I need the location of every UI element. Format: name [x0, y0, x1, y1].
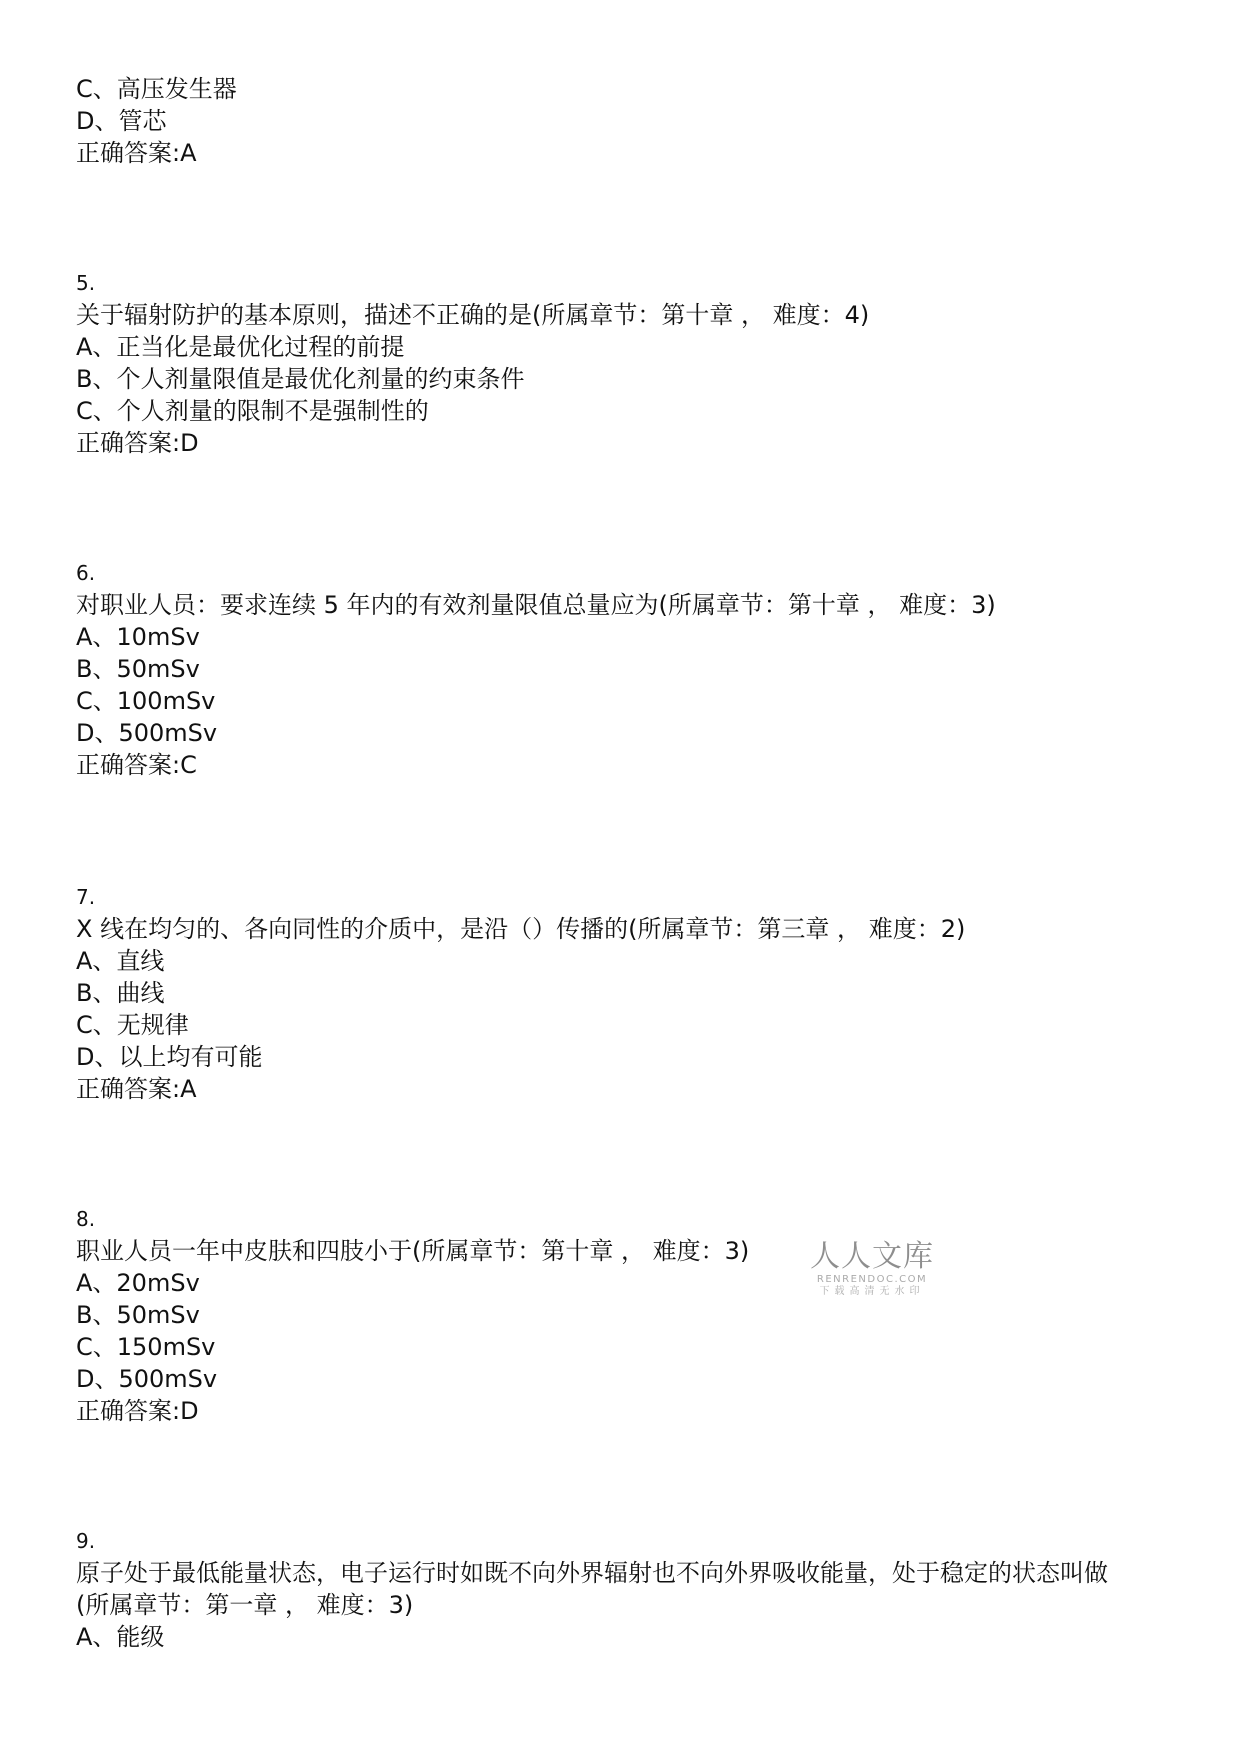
question-number: 9.	[76, 1529, 96, 1553]
prev-option-c: C、高压发生器	[76, 75, 237, 103]
option-d: D、500mSv	[76, 719, 218, 747]
option-a: A、10mSv	[76, 623, 200, 651]
option-c: C、100mSv	[76, 687, 216, 715]
option-c: C、150mSv	[76, 1333, 216, 1361]
option-d: D、以上均有可能	[76, 1043, 263, 1071]
question-number: 7.	[76, 885, 96, 909]
question-stem-continued: (所属章节：第一章 ， 难度：3)	[76, 1591, 414, 1619]
question-stem: 职业人员一年中皮肤和四肢小于(所属章节：第十章 ， 难度：3)	[76, 1237, 750, 1265]
option-b: B、50mSv	[76, 1301, 200, 1329]
option-b: B、曲线	[76, 979, 165, 1007]
option-c: C、无规律	[76, 1011, 189, 1039]
watermark-subtitle: 下载高清无水印	[819, 1286, 925, 1297]
option-a: A、能级	[76, 1623, 165, 1651]
answer: 正确答案:D	[76, 429, 199, 457]
answer: 正确答案:A	[76, 1075, 197, 1103]
question-stem: X 线在均匀的、各向同性的介质中，是沿（）传播的(所属章节：第三章 ， 难度：2)	[76, 915, 966, 943]
option-a: A、20mSv	[76, 1269, 200, 1297]
prev-option-d: D、管芯	[76, 107, 167, 135]
question-number: 8.	[76, 1207, 96, 1231]
question-stem: 关于辐射防护的基本原则，描述不正确的是(所属章节：第十章 ， 难度：4)	[76, 301, 870, 329]
option-b: B、50mSv	[76, 655, 200, 683]
question-number: 6.	[76, 561, 96, 585]
option-d: D、500mSv	[76, 1365, 218, 1393]
question-stem: 对职业人员：要求连续 5 年内的有效剂量限值总量应为(所属章节：第十章 ， 难度：3)	[76, 591, 996, 619]
option-a: A、直线	[76, 947, 165, 975]
watermark-domain: RENRENDOC.COM	[816, 1274, 928, 1285]
prev-answer: 正确答案:A	[76, 139, 197, 167]
answer: 正确答案:D	[76, 1397, 199, 1425]
question-stem: 原子处于最低能量状态，电子运行时如既不向外界辐射也不向外界吸收能量，处于稳定的状态叫做	[76, 1559, 1108, 1587]
option-b: B、个人剂量限值是最优化剂量的约束条件	[76, 365, 525, 393]
option-a: A、正当化是最优化过程的前提	[76, 333, 405, 361]
answer: 正确答案:C	[76, 751, 197, 779]
question-number: 5.	[76, 271, 96, 295]
watermark-title: 人人文库	[810, 1239, 934, 1274]
watermark-logo	[808, 1240, 936, 1298]
option-c: C、个人剂量的限制不是强制性的	[76, 397, 429, 425]
